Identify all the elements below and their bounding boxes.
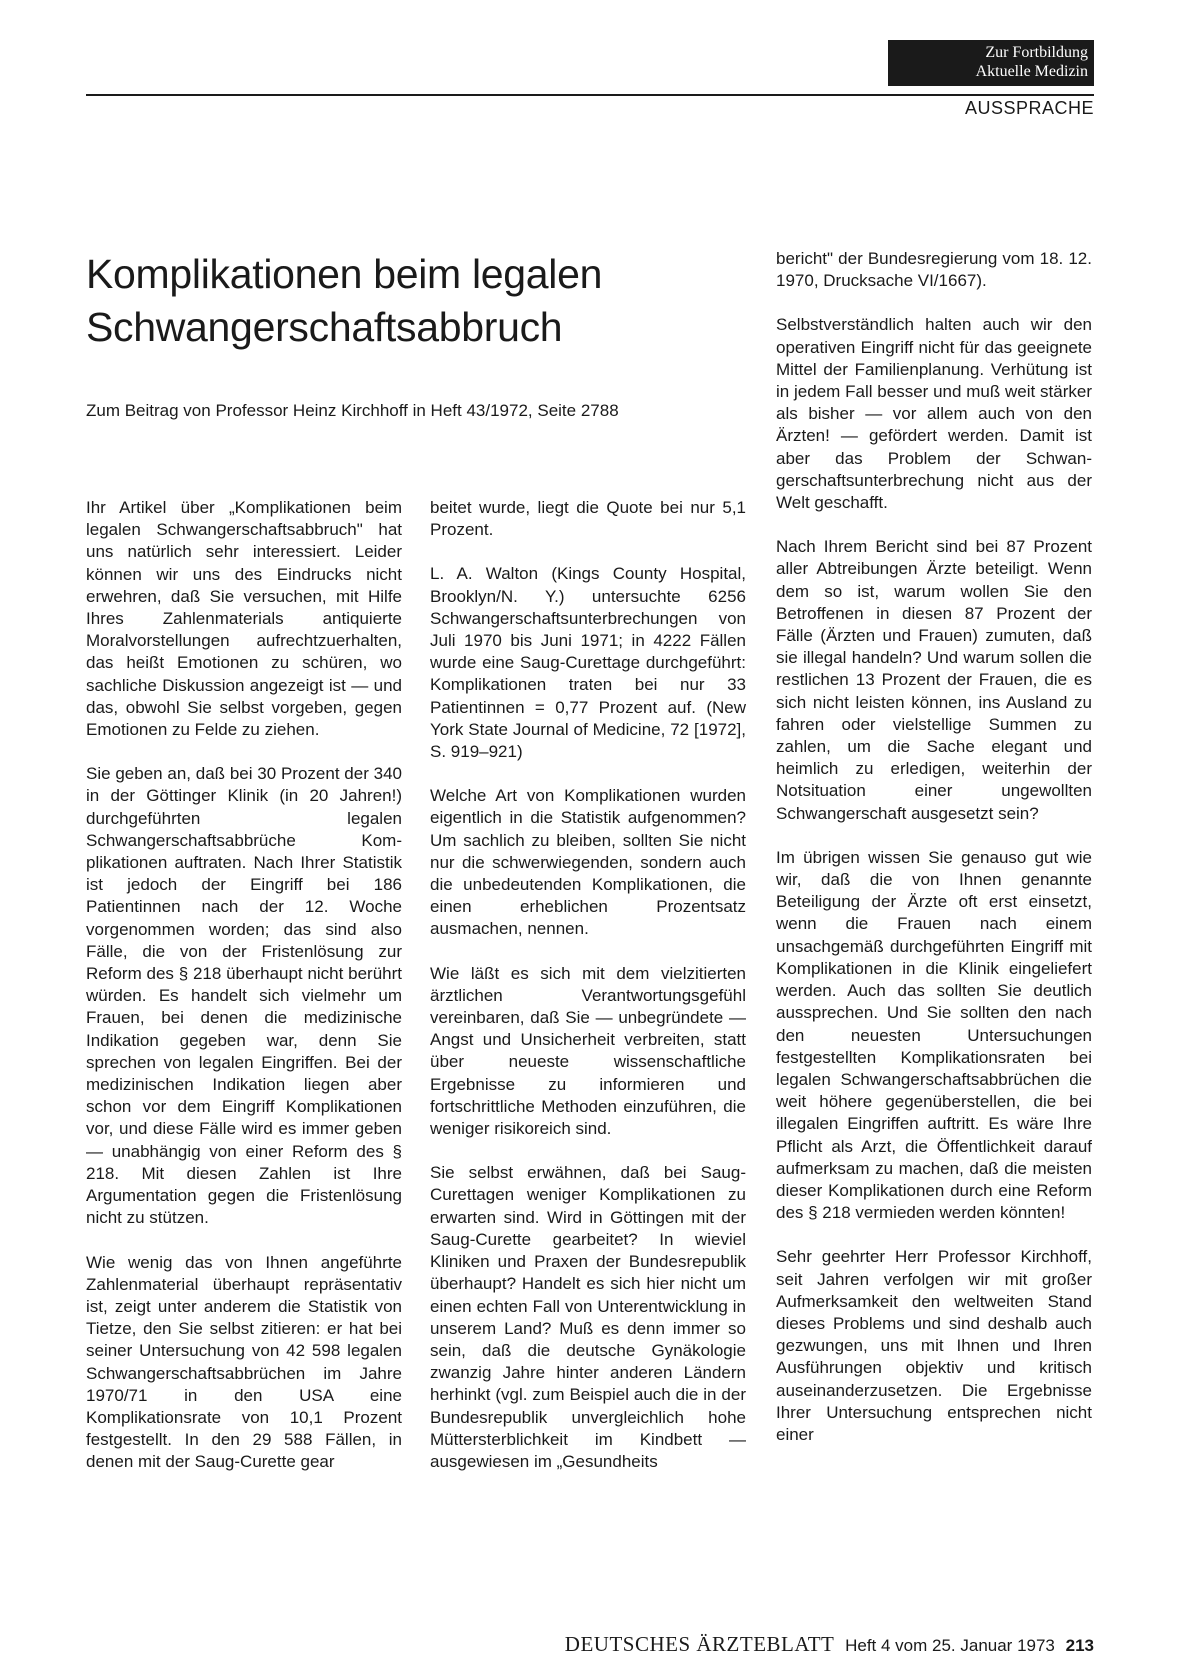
paragraph: Selbstverständlich halten auch wir den operativen Eingriff nicht für das geeignete Mittel der Familienplanung. Verhütung ist in jedem Fall besser und muß weit stärker als bisher — vor allem auch von den Ärzten! — gefördert werden. Damit ist aber das Problem der Schwangerschaftsunterbrechung nicht aus der Welt geschafft. bbox=[776, 315, 1092, 513]
paragraph: Sie geben an, daß bei 30 Prozent der 340 in der Göttinger Klinik (in 20 Jahren!) durchgeführten legalen Schwangerschaftsabbrüche Komplikationen auftraten. Nach Ihrer Statistik ist jedoch der Eingriff bei 186 Patientinnen nach der 12. Woche vorgenommen worden; das sind also Fälle, die von der Fristenlösung zur Reform des § 218 überhaupt nicht berührt würden. Es handelt sich vielmehr um Frauen, bei denen die medizinische Indikation gegeben war, denn Sie sprechen von legalen Eingriffen. Bei der medizinischen Indikation liegen aber schon vor dem Eingriff Komplikationen vor, und diese Fälle wird es immer geben — unabhängig von einer Reform des § 218. Mit diesen Zahlen ist Ihre Argumentation gegen die Fristenlösung nicht zu stützen. bbox=[86, 764, 402, 1228]
badge-line-1: Zur Fortbildung bbox=[985, 44, 1088, 61]
article-title bbox=[86, 248, 726, 354]
text-column-1 bbox=[86, 497, 402, 1496]
paragraph: Nach Ihrem Bericht sind bei 87 Prozent aller Abtreibungen Ärzte beteiligt. Wenn dem so ist, warum wollen Sie den Betroffenen in diesen 87 Prozent der Fälle (Ärzten und Frauen) zumuten, daß sie illegal handeln? Und warum sollen die restlichen 13 Prozent der Frauen, die es sich nicht leisten können, ins Ausland zu fahren oder vielstellige Summen zu zahlen, um die Sache elegant und heimlich zu erledigen, weiterhin der Notsituation einer ungewollten Schwangerschaft ausgesetzt sein? bbox=[776, 537, 1092, 823]
section-label: AUSSPRACHE bbox=[964, 98, 1094, 118]
paragraph: Sie selbst erwähnen, daß bei Saug-Curettagen weniger Komplikationen zu erwarten sind. Wird in Göttingen mit der Saug-Curette gearbeitet? In wieviel Kliniken und Praxen der Bundesrepublik überhaupt? Handelt es sich hier nicht um einen echten Fall von Unterentwicklung in unserem Land? Muß es denn immer so sein, daß die deutsche Gynäkologie zwanzig Jahre hinter anderen Ländern herhinkt (vgl. zum Beispiel auch die in der Bundesrepublik unvergleichlich hohe Müttersterblichkeit im Kindbett — ausgewiesen im „Gesundheits bbox=[430, 1163, 746, 1471]
journal-name: DEUTSCHES ÄRZTEBLATT bbox=[564, 1632, 835, 1656]
paragraph: Wie läßt es sich mit dem vielzitierten ärztlichen Verantwortungsgefühl vereinbaren, daß Sie — unbegründete — Angst und Unsicherheit verbreiten, statt über neueste wissenschaftliche Ergebnisse zu informieren und fortschrittliche Methoden einzuführen, die weniger risikoreich sind. bbox=[430, 963, 746, 1139]
text-column-2 bbox=[430, 497, 746, 1495]
page-footer bbox=[565, 1632, 1094, 1657]
paragraph: Im übrigen wissen Sie genauso gut wie wir, daß die von Ihnen genannte Beteiligung der Ärzte oft erst einsetzt, wenn die Frauen nach einem unsachgemäß durchgeführten Eingriff mit Komplikationen in die Klinik eingeliefert werden. Auch das sollten Sie deutlich aussprechen. Und Sie sollten den nach den neuesten Untersuchungen festgestellten Komplikationsraten bei legalen Schwangerschaftsabbrüchen die weit höhere gegenüberstellen, die bei illegalen Eingriffen auftritt. Es wäre Ihre Pflicht als Arzt, die Öffentlichkeit darauf aufmerksam zu machen, daß die meisten dieser Komplikationen durch eine Reform des § 218 vermieden werden könnten! bbox=[776, 847, 1092, 1223]
title-line-2: Schwangerschaftsabbruch bbox=[86, 304, 563, 350]
badge-line-2: Aktuelle Medizin bbox=[975, 63, 1088, 80]
paragraph: Wie wenig das von Ihnen angeführte Zahlenmaterial überhaupt repräsentativ ist, zeigt unter anderem die Statistik von Tietze, den Sie selbst zitieren: er hat bei seiner Untersuchung von 42 598 legalen Schwangerschaftsabbrüchen im Jahre 1970/71 in den USA eine Komplikationsrate von 10,1 Prozent festgestellt. In den 29 588 Fällen, in denen mit der Saug-Curette gear bbox=[86, 1252, 402, 1472]
paragraph: bericht" der Bundesregierung vom 18. 12. 1970, Drucksache VI/1667). bbox=[776, 249, 1092, 291]
paragraph: beitet wurde, liegt die Quote bei nur 5,1 Prozent. bbox=[430, 498, 746, 540]
header-rule bbox=[86, 94, 1094, 96]
section-badge bbox=[888, 40, 1094, 86]
paragraph: Welche Art von Komplikationen wurden eigentlich in die Statistik aufgenommen? Um sachlich zu bleiben, sollten Sie nicht nur die schwerwiegenden, sondern auch die unbedeutenden Komplikationen, die einen erheblichen Prozentsatz ausmachen, nennen. bbox=[430, 786, 746, 939]
paragraph: L. A. Walton (Kings County Hospital, Brooklyn/N. Y.) untersuchte 6256 Schwangerschaftsunterbrechungen von Juli 1970 bis Juni 1971; in 4222 Fällen wurde eine Saug-Curettage durchgeführt: Komplikationen traten bei nur 33 Patientinnen = 0,77 Prozent auf. (New York State Journal of Medicine, 72 [1972], S. 919–921) bbox=[430, 564, 746, 762]
article-subtitle: Zum Beitrag von Professor Heinz Kirchhoff in Heft 43/1972, Seite 2788 bbox=[86, 401, 619, 420]
page-number: 213 bbox=[1065, 1636, 1094, 1655]
text-column-3 bbox=[776, 248, 1092, 1468]
paragraph: Sehr geehrter Herr Professor Kirchhoff, seit Jahren verfolgen wir mit großer Aufmerksamkeit den weltweiten Stand dieses Problems und sind deshalb auch gezwungen, uns mit Ihnen und Ihren Ausführungen objektiv und kritisch auseinanderzusetzen. Die Ergebnisse Ihrer Untersuchung entsprechen nicht einer bbox=[776, 1247, 1092, 1444]
paragraph: Ihr Artikel über „Komplikationen beim legalen Schwangerschaftsabbruch" hat uns natürlich sehr interessiert. Leider können wir uns des Eindrucks nicht erwehren, daß Sie versuchen, mit Hilfe Ihres Zahlenmaterials antiquierte Moralvorstellungen aufrechtzuerhalten, das heißt Emotionen zu schüren, wo sachliche Diskussion angezeigt ist — und das, obwohl Sie selbst vorgeben, gegen Emotionen zu Felde zu ziehen. bbox=[86, 498, 402, 740]
issue-info: Heft 4 vom 25. Januar 1973 bbox=[845, 1636, 1055, 1655]
title-line-1: Komplikationen beim legalen bbox=[86, 251, 603, 297]
